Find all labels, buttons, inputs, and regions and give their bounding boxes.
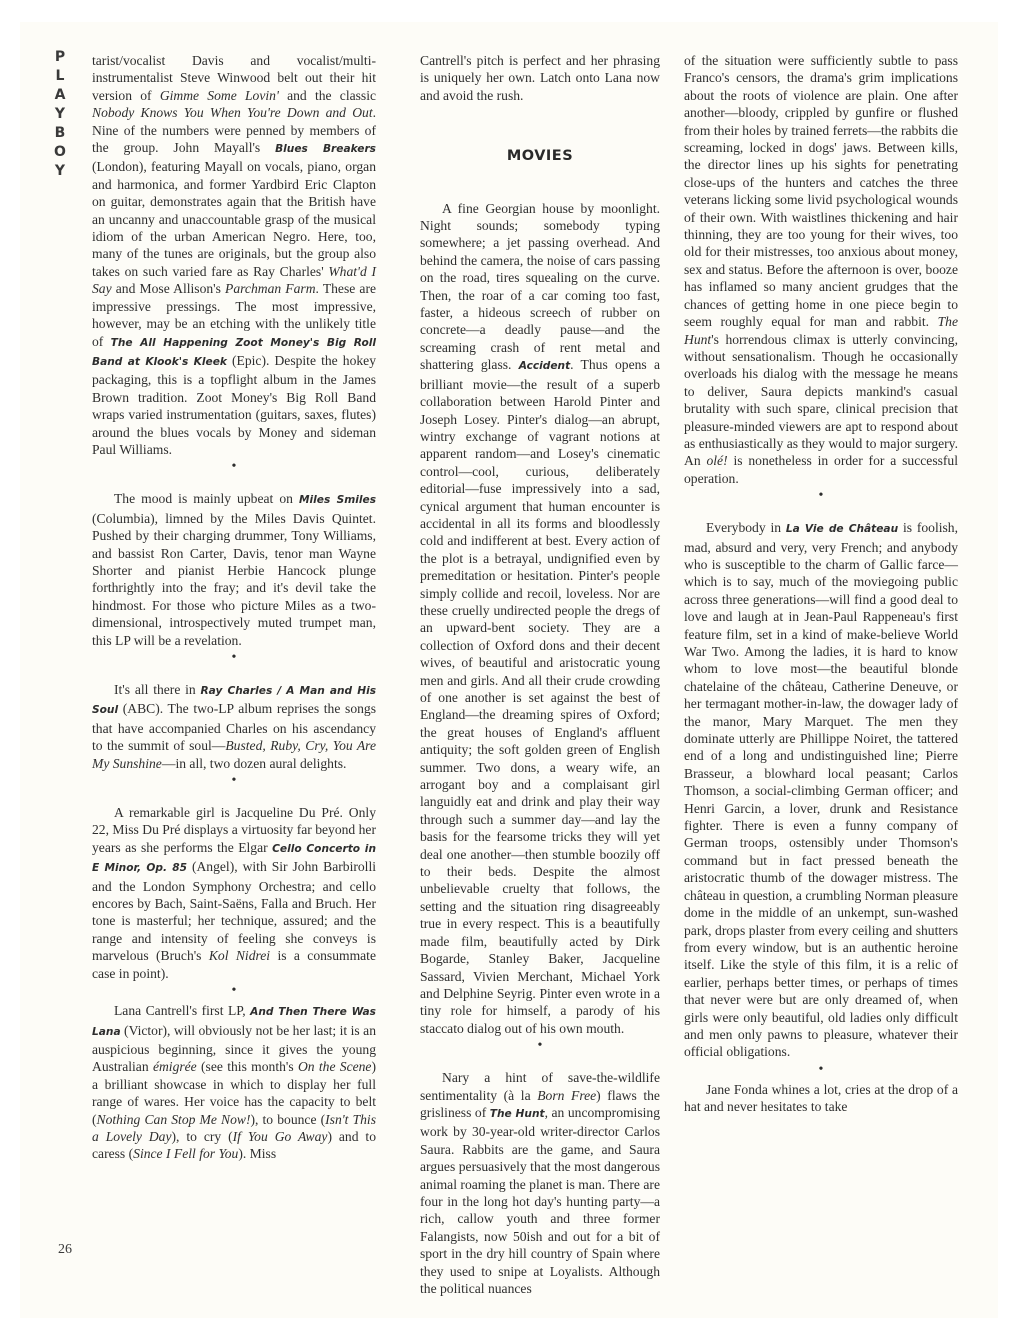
masthead-letter: A [54, 87, 66, 103]
movie-review-paragraph: Everybody in La Vie de Château is foolish, mad, absurd and very, very French; and anybody who is susceptible to the charm of Gallic farce—which is to say, much of the moviegoing public across three generations—will find a good deal to love and laugh at in Jean-Paul Rappeneau's first feature film, set in a kind of make-believe World War Two. Among the ladies, it is hard to know whom to love most—the beautiful blonde chatelaine of the château, Catherine Deneuve, or her termagant mother-in-law, the dowager lady of the manor, Mary Marquet. The men they dominate utterly are Phillippe Noiret, the tattered end of a long and undistinguished line; Pierre Brasseur, a blowhard local peasant; Carlos Thomson, a social-climbing German officer; and Henri Garcin, a lover, drunk and Resistance fighter. There is even a funny company of German troops, ostensibly under Thomson's command but in fact pressed beneath the aristocratic thumb of the dowager mistress. The château in question, a crumbling Norman pleasure dome in the middle of an unkempt, sun-washed park, drops plaster from every ceiling and shutters from every window, but is an authentic heroine itself. Like the style of this film, it is a relic of earlier, perhaps better times, or perhaps of times that never were but are only dreamed of, when girls were only beautiful, old ladies only difficult and men only pawns to pleasure, whatever their official obligations. [684, 520, 958, 1060]
record-review-paragraph: tarist/vocalist Davis and vocalist/multi-instrumentalist Steve Winwood belt out their hit version of Gimme Some Lovin' and the classic Nobody Knows You When You're Down and Out. Nine of the numbers were penned by members of the group. John Mayall's Blues Breakers (London), featuring Mayall on vocals, piano, organ and harmonica, and former Yardbird Eric Clapton on guitar, demonstrates again that the British have an uncanny and unaccountable grasp of the musical idiom of the urban American Negro. Here, too, many of the tunes are originals, but the group also takes on such varied fare as Ray Charles' What'd I Say and Mose Allison's Parchman Farm. These are impressive pressings. The most impressive, however, may be an etching with the unlikely title of The All Happening Zoot Money's Big Roll Band at Klook's Kleek (Epic). Despite the hokey packaging, this is a topflight album in the James Brown tradition. Zoot Money's Big Roll Band wraps varied instrumentation (guitars, saxes, flutes) around the blues vocals by Money and sideman Paul Williams. [92, 53, 377, 457]
record-review-paragraph: Lana Cantrell's first LP, And Then There Was Lana (Victor), will obviously not be her last; it is an auspicious beginning, since it gives the young Australian émigrée (see this month's On the Scene) a brilliant showcase in which to display her full range of wares. Her voice has the capacity to belt (Nothing Can Stop Me Now!), to bounce (Isn't This a Lovely Day), to cry (If You Go Away) and to caress (Since I Fell for You). Miss [92, 1003, 377, 1162]
separator-bullet [684, 1063, 958, 1077]
column-3 [684, 52, 958, 1116]
separator-bullet [92, 774, 376, 788]
separator-bullet [420, 1039, 660, 1053]
masthead-letter: B [54, 125, 66, 141]
column-2 [420, 52, 660, 1297]
movie-review-paragraph: A fine Georgian house by moonlight. Night sounds; somebody typing somewhere; a jet passing overhead. And behind the camera, the noise of cars passing on the road, tires squealing on the curve. Then, the roar of a car coming too fast, faster, a hideous screech of rubber on concrete—a deadly pause—and the screaming crash of rent metal and shattering glass. Accident. Thus opens a brilliant movie—the result of a superb collaboration between Harold Pinter and Joseph Losey. Pinter's dialog—an abrupt, wintry exchange of vagrant notions at apparent random—and Losey's cinematic control—cool, curious, deliberately editorial—fuse impressively into a sad, cynical argument that human encounter is accidental in all its forms and bloodlessly cold and indifferent at best. Every action of the plot is a betrayal, undignified even by premeditation or hesitation. Pinter's people simply collide and recoil, loveless. Nor are these cruelly undirected people the dregs of an upward-bent society. They are a collection of Oxford dons and their decent wives, of beautiful and aristocratic young men and girls. And all their crude crowding of one another is set against the best of England—the dreaming spires of Oxford; the great houses of England's affluent antiquity; the soft golden green of English summer. Two dons, a weary wife, an arrogant boy and a complaisant girl languidly eat and drink and play their way through such a summer day—and lay the basis for the fearsome tricks they will yet deal one another—then stumble boozily off to their beds. Despite the almost unbelievable cruelty that follows, the setting and the situation ring disagreeably true in every respect. This is a beautifully made film, beautifully acted by Dirk Bogarde, Stanley Baker, Jacqueline Sassard, Vivien Merchant, Michael York and Delphine Seyrig. Pinter even wrote in a tiny role for himself, a parody of his staccato dialog out of his own mouth. [420, 200, 660, 1036]
separator-bullet [92, 651, 376, 665]
separator-bullet [92, 984, 376, 998]
record-review-paragraph: The mood is mainly upbeat on Miles Smiles (Columbia), limned by the Miles Davis Quintet. Pushed by their charging drummer, Tony Williams, and bassist Ron Carter, Davis, tenor man Wayne Shorter and pianist Herbie Hancock plunge forthrightly into the fray; and it's devil take the hindmost. For those who picture Miles as a two-dimensional, introspectively muted trumpet man, this LP will be a revelation. [92, 491, 377, 648]
masthead-letter: P [54, 49, 66, 65]
column-1 [92, 52, 376, 1163]
masthead-letter: O [54, 144, 66, 160]
masthead-letter: Y [54, 106, 66, 122]
record-review-paragraph: It's all there in Ray Charles / A Man and His Soul (ABC). The two-LP album reprises the songs that have accompanied Charles on his ascendancy to the summit of soul—Busted, Ruby, Cry, You Are My Sunshine—in all, two dozen aural delights. [92, 682, 376, 771]
masthead-letter: Y [54, 163, 66, 179]
separator-bullet [92, 460, 376, 474]
movie-review-paragraph: Nary a hint of save-the-wildlife sentimentality (à la Born Free) flaws the grisliness of The Hunt, an uncompromising work by 30-year-old writer-director Carlos Saura. Rabbits are the game, and Saura argues persuasively that the most dangerous animal roaming the planet is man. There are four in the long hot day's hunting party—a rich, callow youth and three former Falangists, now 50ish and out for a bit of sport in the dry hill country of Spain where they used to snipe at Loyalists. Although the political nuances [420, 1070, 660, 1296]
masthead-letter: L [55, 68, 65, 84]
masthead-vertical [50, 48, 70, 181]
movie-review-paragraph: of the situation were sufficiently subtle to pass Franco's censors, the drama's grim implications about the roots of violence are plain. One after another—bloody, crippled by gunfire or flushed from their holes by trained ferrets—the rabbits die screaming, locked in dogs' jaws. Between kills, the director lines up his sights for penetrating close-ups of the hunters and catches the three veterans licking some livid psychological wounds of their own. With waistlines thickening and hair thinning, they are too young for their wives, too old for their mistresses, too anxious about money, sex and status. Before the afternoon is over, booze has inflamed so many ancient grudges that the chances of getting home in one piece begin to seem roughly equal for man and rabbit. The Hunt's horrendous climax is utterly convincing, without sensationalism. Though he occasionally overloads his dialog with the message he means to deliver, Saura depicts mankind's casual brutality with such spare, clinical precision that pleasure-minded viewers are apt to respond about as enthusiastically as they would to major surgery. An olé! is nonetheless in order for a successful operation. [684, 53, 958, 486]
movie-review-paragraph: Jane Fonda whines a lot, cries at the drop of a hat and never hesitates to take [684, 1081, 958, 1115]
section-heading: MOVIES [506, 148, 574, 165]
page-number: 26 [58, 1242, 72, 1257]
separator-bullet [684, 489, 958, 503]
record-review-paragraph: Cantrell's pitch is perfect and her phrasing is uniquely her own. Latch onto Lana now and avoid the rush. [420, 53, 660, 103]
record-review-paragraph: A remarkable girl is Jacqueline Du Pré. Only 22, Miss Du Pré displays a virtuosity far beyond her years as she performs the Elgar Cello Concerto in E Minor, Op. 85 (Angel), with Sir John Barbirolli and the London Symphony Orchestra; and cello encores by Bach, Saint-Saëns, Falla and Bruch. Her tone is masterful; her technique, assured; and the range and intensity of feeling she conveys is marvelous (Bruch's Kol Nidrei is a consummate case in point). [92, 805, 376, 981]
